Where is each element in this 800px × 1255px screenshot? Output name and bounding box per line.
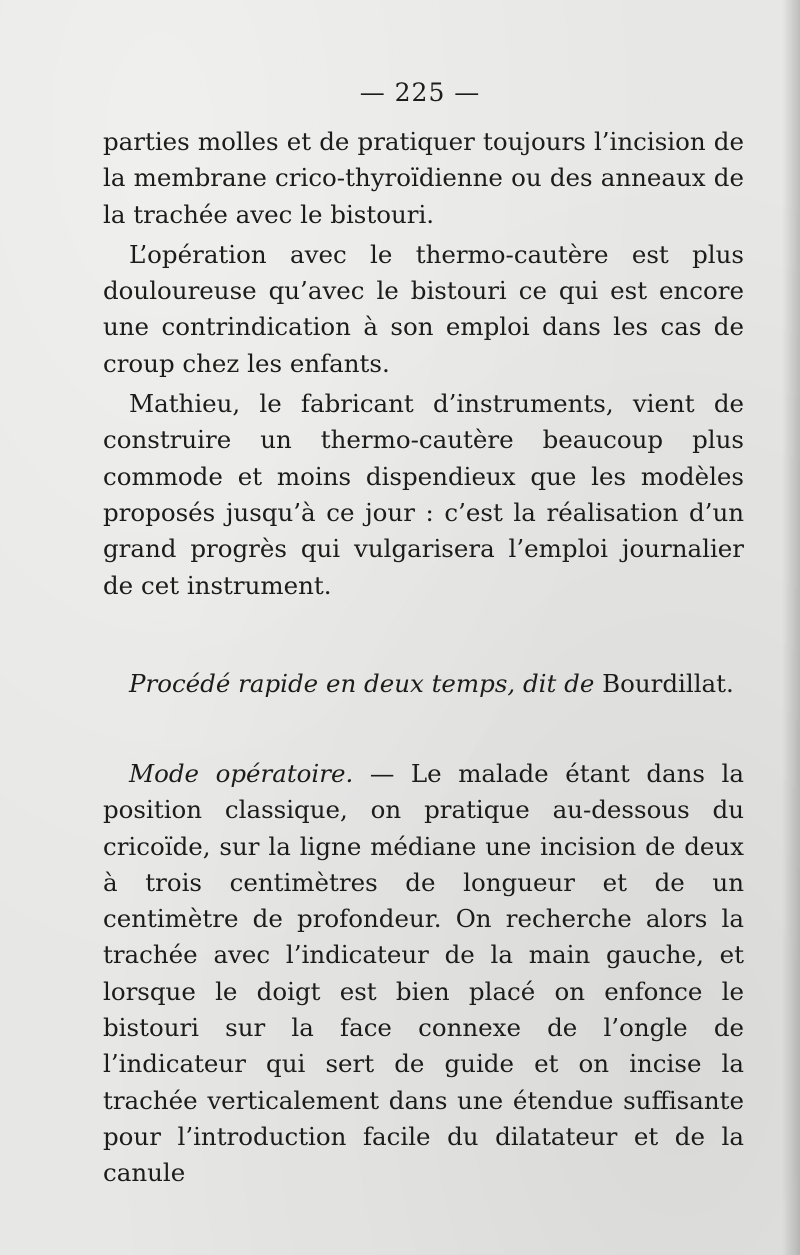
section-heading-title: Procédé rapide en deux temps, dit de (129, 669, 595, 698)
paragraph-thermo-cautere-pain: L’opération avec le thermo-cautère est plus douloureuse qu’avec le bistouri ce qui est encore une contrindication à son emploi dans les cas de croup chez les enfants. (103, 239, 744, 378)
mode-operatoire-text: — Le malade étant dans la position classique, on pratique au-dessous du cricoïde, sur la ligne médiane une incision de deux à trois centimètres de longueur et de un centimètre de profondeur. On recherche alors la trachée avec l’indicateur de la main gauche, et lorsque le doigt est bien placé on enfonce le bistouri sur la face connexe de l’ongle de l’indicateur qui sert de guide et on incise la trachée verticalement dans une étendue suffisante pour l’introduction facile du dilatateur et de la canule (103, 759, 744, 1188)
text-block (103, 124, 744, 604)
page-edge-shadow (782, 0, 800, 1255)
mode-operatoire-lead: Mode opératoire. (129, 759, 354, 788)
section-heading-name: Bourdillat. (602, 669, 734, 698)
mode-operatoire-block (103, 756, 744, 1192)
page-number: — 225 — (359, 78, 481, 107)
paragraph-mode-operatoire (103, 756, 744, 1192)
section-heading (129, 666, 749, 702)
paragraph-continuation: parties molles et de pratiquer toujours l’incision de la membrane crico-thyroïdienne ou des anneaux de la trachée avec le bistouri. (103, 127, 744, 229)
paragraph-mathieu: Mathieu, le fabricant d’instruments, vient de construire un thermo-cautère beaucoup plus commode et moins dispendieux que les modèles proposés jusqu’à ce jour : c’est la réalisation d’un grand progrès qui vulgarisera l’emploi journalier de cet instrument. (103, 389, 744, 600)
